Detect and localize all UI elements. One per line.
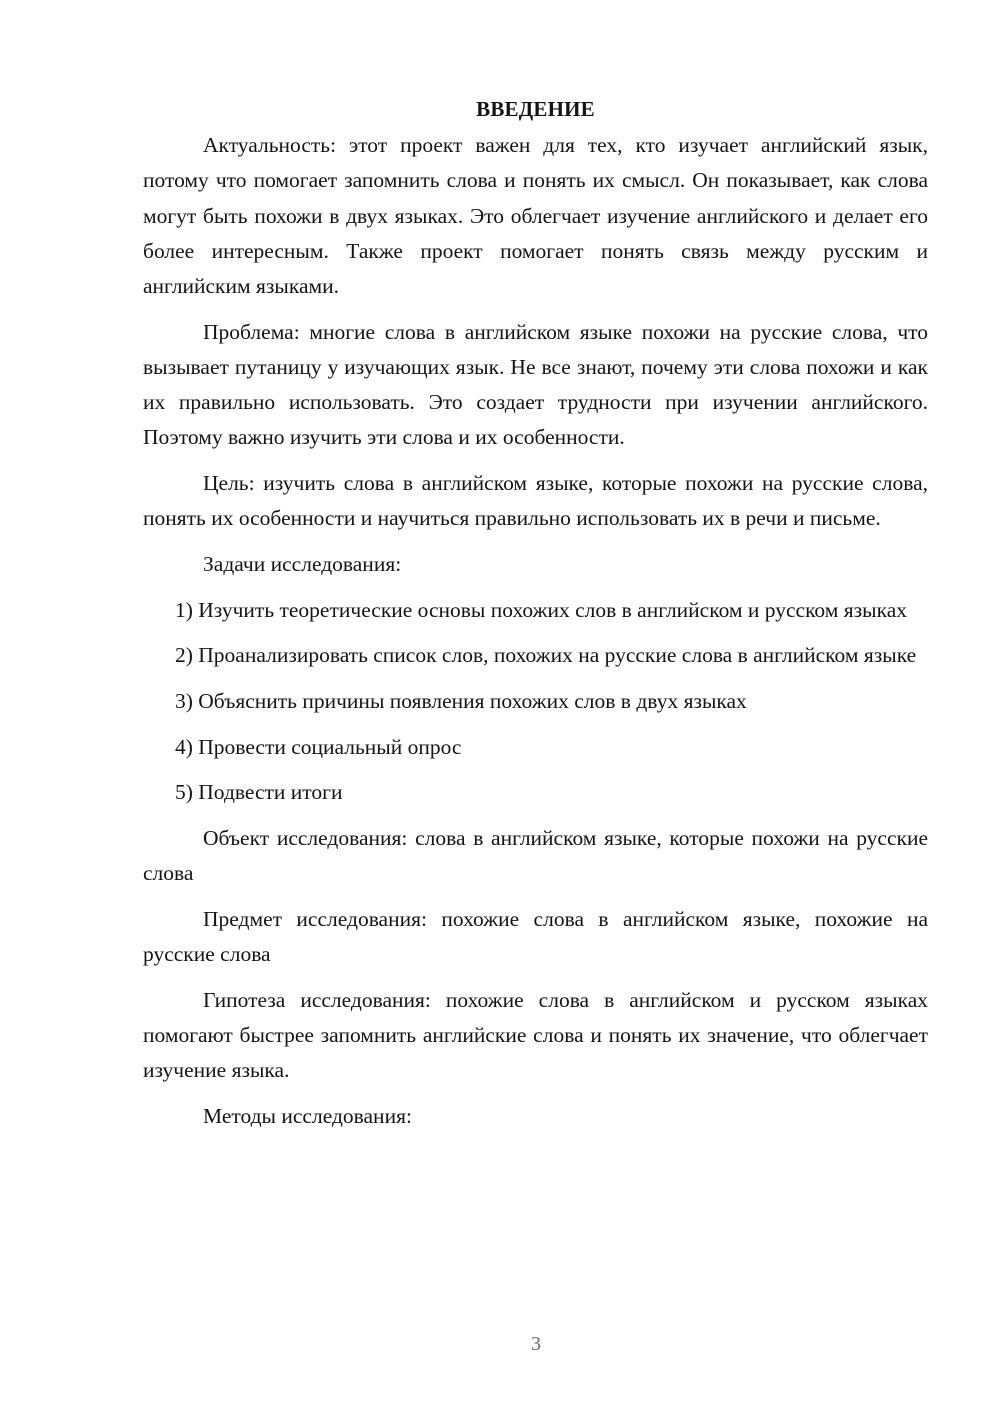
- hypothesis-paragraph: Гипотеза исследования: похожие слова в английском и русском языках помогают быстрее запомнить английские слова и понять их значение, что облегчает изучение языка.: [143, 987, 928, 1083]
- page-content: [143, 92, 928, 1145]
- page-number: 3: [531, 1333, 541, 1355]
- task-item-2: 2) Проанализировать список слов, похожих на русские слова в английском языке: [175, 643, 917, 668]
- subject-paragraph: Предмет исследования: похожие слова в английском языке, похожие на русские слова: [143, 907, 928, 967]
- problem-paragraph: Проблема: многие слова в английском языке похожи на русские слова, что вызывает путаницу у изучающих язык. Не все знают, почему эти слова похожи и как их правильно использовать. Это создает трудности при изучении английского. Поэтому важно изучить эти слова и их особенности.: [143, 319, 928, 450]
- task-item-5: 5) Подвести итоги: [175, 780, 343, 805]
- goal-paragraph: Цель: изучить слова в английском языке, которые похожи на русские слова, понять их особенности и научиться правильно использовать их в речи и письме.: [143, 471, 928, 531]
- task-item-3: 3) Объяснить причины появления похожих слов в двух языках: [175, 689, 747, 714]
- tasks-list: [143, 593, 928, 811]
- object-paragraph: Объект исследования: слова в английском языке, которые похожи на русские слова: [143, 826, 928, 886]
- methods-heading: Методы исследования:: [203, 1104, 412, 1129]
- task-item-4: 4) Провести социальный опрос: [175, 734, 462, 759]
- relevance-paragraph: Актуальность: этот проект важен для тех, кто изучает английский язык, потому что помогает запомнить слова и понять их смысл. Он показывает, как слова могут быть похожи в двух языках. Это облегчает изучение английского и делает его более интересным. Также проект помогает понять связь между русским и английским языками.: [143, 133, 928, 299]
- page-title: ВВЕДЕНИЕ: [476, 97, 595, 121]
- tasks-heading: Задачи исследования:: [203, 551, 402, 576]
- task-item-1: 1) Изучить теоретические основы похожих слов в английском и русском языках: [175, 597, 907, 622]
